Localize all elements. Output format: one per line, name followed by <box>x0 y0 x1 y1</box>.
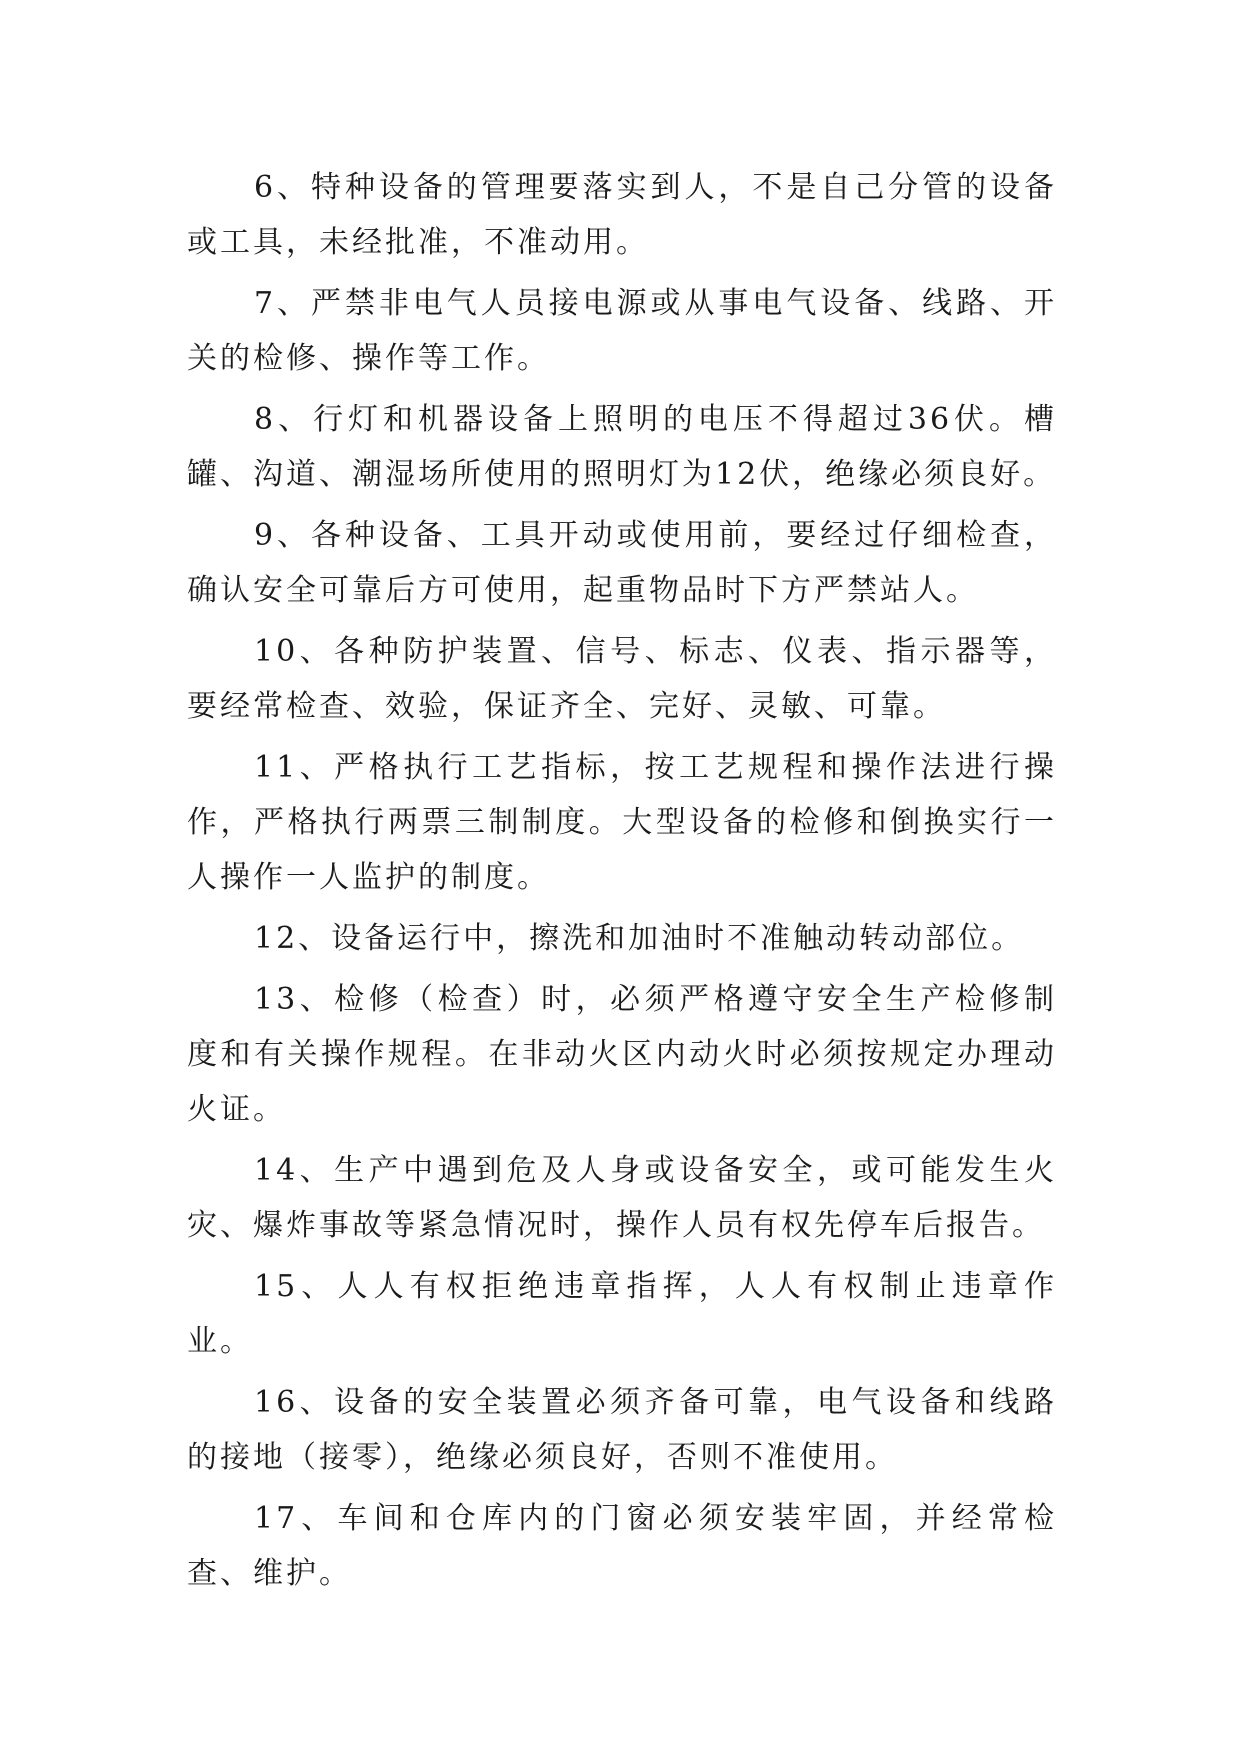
paragraph-rule-9: 9、各种设备、工具开动或使用前，要经过仔细检查，确认安全可靠后方可使用，起重物品时下方严禁站人。 <box>187 518 1057 608</box>
document-body <box>187 160 1057 1607</box>
paragraph-rule-17: 17、车间和仓库内的门窗必须安装牢固，并经常检查、维护。 <box>187 1501 1057 1591</box>
paragraph-rule-7: 7、严禁非电气人员接电源或从事电气设备、线路、开关的检修、操作等工作。 <box>187 286 1057 376</box>
paragraph-rule-12: 12、设备运行中，擦洗和加油时不准触动转动部位。 <box>254 921 1025 956</box>
paragraph-rule-13: 13、检修（检查）时，必须严格遵守安全生产检修制度和有关操作规程。在非动火区内动火时必须按规定办理动火证。 <box>187 982 1057 1127</box>
paragraph-rule-11: 11、严格执行工艺指标，按工艺规程和操作法进行操作，严格执行两票三制制度。大型设备的检修和倒换实行一人操作一人监护的制度。 <box>187 750 1057 895</box>
paragraph-rule-14: 14、生产中遇到危及人身或设备安全，或可能发生火灾、爆炸事故等紧急情况时，操作人员有权先停车后报告。 <box>187 1153 1057 1243</box>
paragraph-rule-15: 15、人人有权拒绝违章指挥，人人有权制止违章作业。 <box>187 1269 1057 1359</box>
paragraph-rule-16: 16、设备的安全装置必须齐备可靠，电气设备和线路的接地（接零），绝缘必须良好，否则不准使用。 <box>187 1385 1057 1475</box>
paragraph-rule-8: 8、行灯和机器设备上照明的电压不得超过36伏。槽罐、沟道、潮湿场所使用的照明灯为12伏，绝缘必须良好。 <box>187 402 1057 492</box>
paragraph-rule-10: 10、各种防护装置、信号、标志、仪表、指示器等，要经常检查、效验，保证齐全、完好、灵敏、可靠。 <box>187 634 1057 724</box>
paragraph-rule-6: 6、特种设备的管理要落实到人，不是自己分管的设备或工具，未经批准，不准动用。 <box>187 170 1057 260</box>
